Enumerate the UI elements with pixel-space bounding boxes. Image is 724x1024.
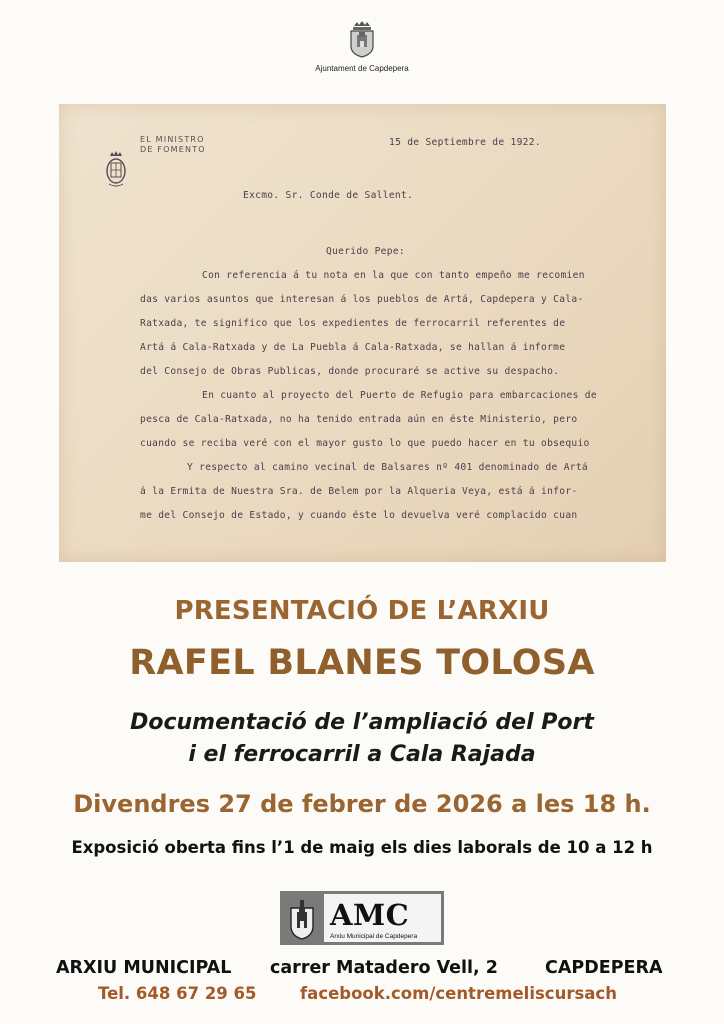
venue-name: ARXIU MUNICIPAL: [56, 958, 232, 978]
amc-emblem: [280, 891, 324, 945]
letter-line: Y respecto al camino vecinal de Balsares nº 401 denominado de Artá: [187, 462, 589, 473]
amc-full-name: Arxiu Municipal de Capdepera: [330, 933, 418, 940]
town-name: CAPDEPERA: [545, 958, 663, 978]
letter-line: Ratxada, te significo que los expedientes de ferrocarril referentes de: [140, 318, 566, 329]
street-address: carrer Matadero Vell, 2: [270, 958, 498, 978]
subtitle-line: i el ferrocarril a Cala Rajada: [188, 742, 536, 767]
facebook-link[interactable]: facebook.com/centremeliscursach: [300, 984, 617, 1003]
ministry-seal-icon: [104, 151, 128, 189]
org-name: Ajuntament de Capdepera: [315, 64, 409, 73]
letter-line: En cuanto al proyecto del Puerto de Refugio para embarcaciones de: [202, 390, 597, 401]
historic-letter-image: [59, 104, 666, 562]
event-subtitle: [0, 707, 724, 771]
letterhead-line: EL MINISTRO: [140, 135, 205, 144]
subtitle-line: Documentació de l’ampliació del Port: [130, 710, 594, 735]
event-date: Divendres 27 de febrer de 2026 a les 18 h.: [73, 790, 651, 818]
letter-date: 15 de Septiembre de 1922.: [389, 137, 541, 148]
coat-of-arms-icon: [348, 20, 376, 58]
letter-line: Con referencia á tu nota en la que con tanto empeño me recomien: [202, 270, 585, 281]
amc-acronym: AMC: [330, 898, 410, 932]
letter-line: del Consejo de Obras Publicas, donde procuraré se active su despacho.: [140, 366, 560, 377]
letterhead: [140, 135, 206, 155]
letter-line: me del Consejo de Estado, y cuando éste lo devuelva veré complacido cuan: [140, 510, 578, 521]
amc-logo: [280, 891, 444, 945]
letter-line: cuando se reciba veré con el mayor gusto lo que puedo hacer en tu obsequio: [140, 438, 590, 449]
letterhead-line: DE FOMENTO: [140, 145, 206, 154]
castle-icon: [287, 896, 317, 940]
letter-line: Artá á Cala-Ratxada y de La Puebla á Cala-Ratxada, se hallan á informe: [140, 342, 566, 353]
event-title-line1: PRESENTACIÓ DE L’ARXIU: [174, 596, 550, 626]
exhibition-hours: Exposició oberta fins l’1 de maig els dies laborals de 10 a 12 h: [71, 838, 653, 857]
letter-salutation: Querido Pepe:: [326, 246, 405, 257]
phone-number: Tel. 648 67 29 65: [98, 984, 257, 1003]
letter-addressee: Excmo. Sr. Conde de Sallent.: [243, 190, 414, 201]
letter-line: á la Ermita de Nuestra Sra. de Belem por la Alqueria Veya, está á infor-: [140, 486, 578, 497]
letter-line: das varios asuntos que interesan á los pueblos de Artá, Capdepera y Cala-: [140, 294, 584, 305]
header: [0, 20, 724, 73]
event-title-line2: RAFEL BLANES TOLOSA: [129, 643, 595, 683]
letter-line: pesca de Cala-Ratxada, no ha tenido entrada aún en éste Ministerio, pero: [140, 414, 578, 425]
